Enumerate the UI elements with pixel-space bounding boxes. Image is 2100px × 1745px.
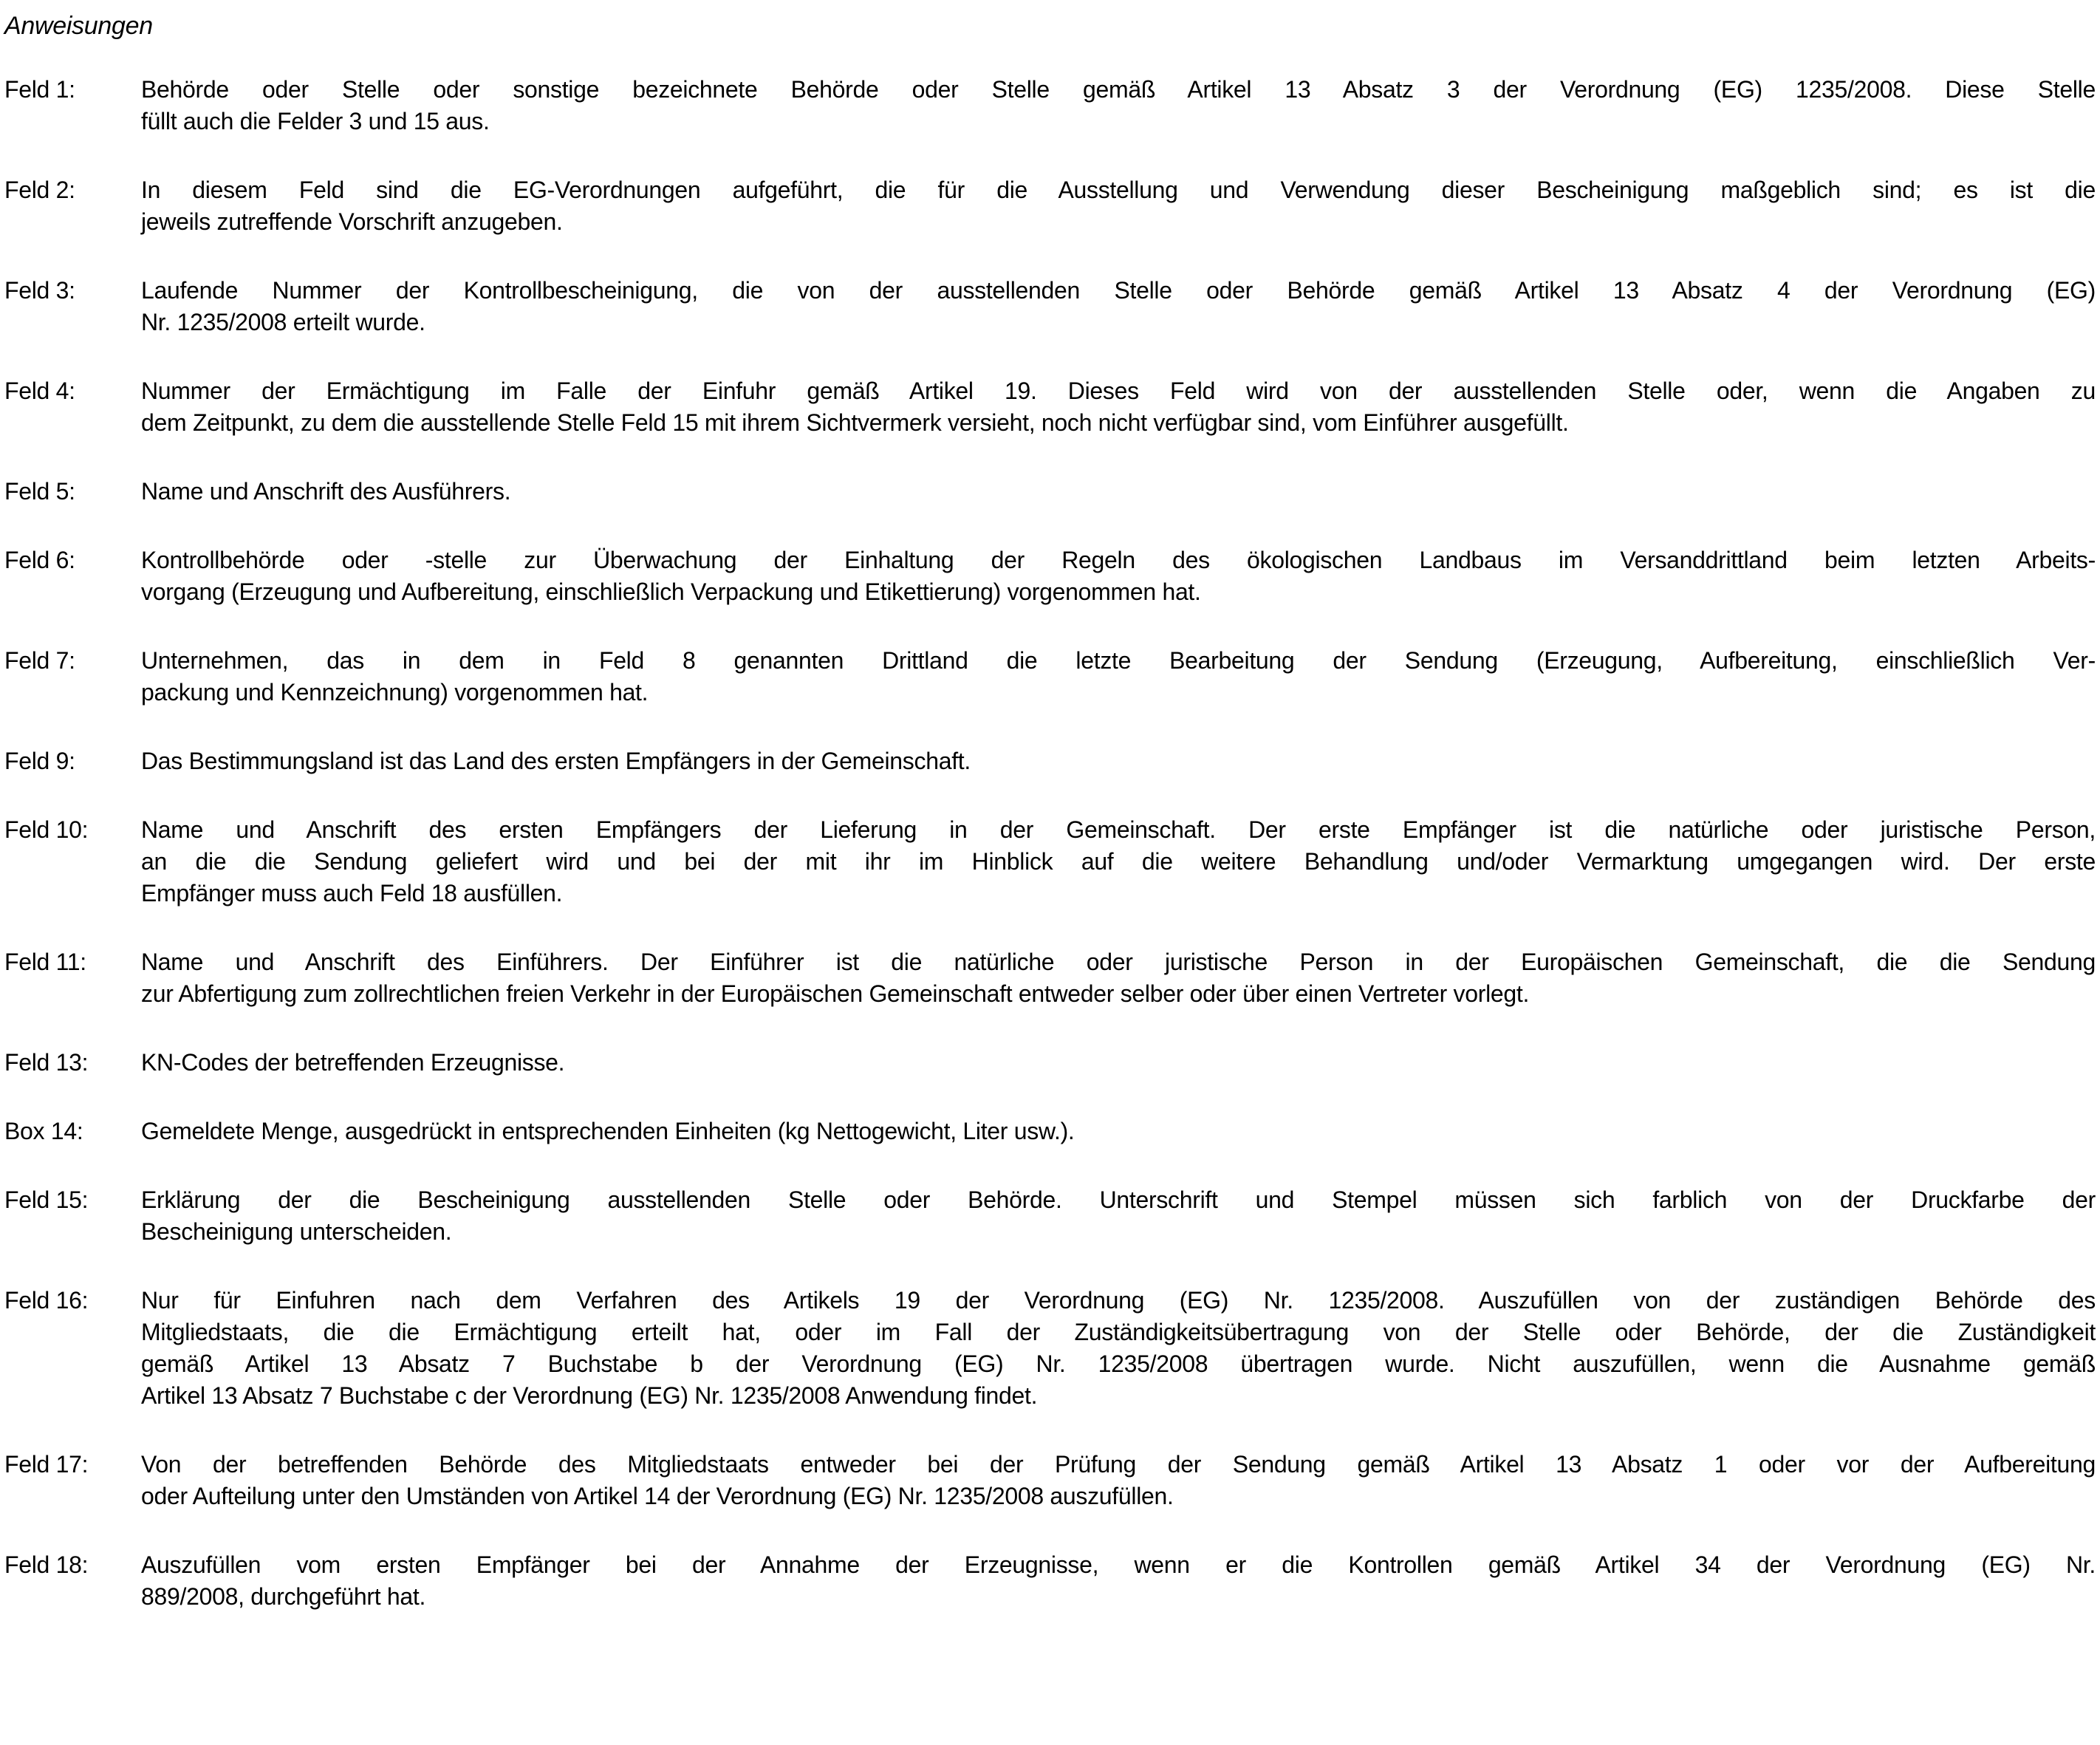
instruction-row: [4, 375, 2096, 439]
instruction-row: [4, 1449, 2096, 1512]
field-description-line: zur Abfertigung zum zollrechtlichen freien Verkehr in der Europäischen Gemeinschaft entweder selber oder über einen Vertreter vorlegt.: [141, 980, 1530, 1007]
instruction-row: [4, 275, 2096, 338]
field-label: Feld 5:: [4, 478, 75, 505]
field-description: [141, 544, 2096, 608]
field-label: Feld 7:: [4, 647, 75, 674]
field-description-line: Bescheinigung unterscheiden.: [141, 1218, 452, 1245]
field-description: [141, 74, 2096, 137]
field-description-line: gemäß Artikel 13 Absatz 7 Buchstabe b der Verordnung (EG) Nr. 1235/2008 übertragen wurde. Nicht auszufüllen, wenn die Ausnahme gemäß: [141, 1350, 2096, 1377]
field-description: [141, 1549, 2096, 1613]
field-label: Feld 15:: [4, 1186, 89, 1213]
field-description-line: dem Zeitpunkt, zu dem die ausstellende Stelle Feld 15 mit ihrem Sichtvermerk versieht, noch nicht verfügbar sind, vom Einführer ausgefüllt.: [141, 409, 1569, 436]
field-label: Feld 4:: [4, 378, 75, 404]
field-description-line: packung und Kennzeichnung) vorgenommen hat.: [141, 679, 649, 706]
field-description-line: In diesem Feld sind die EG-Verordnungen aufgeführt, die für die Ausstellung und Verwendung dieser Bescheinigung maßgeblich sind; es ist die: [141, 177, 2096, 203]
field-label: Feld 16:: [4, 1287, 89, 1314]
field-label: Feld 18:: [4, 1551, 89, 1578]
field-label: Feld 17:: [4, 1451, 89, 1478]
field-label: Feld 3:: [4, 277, 75, 304]
instruction-row: [4, 1116, 2096, 1147]
field-description-line: Von der betreffenden Behörde des Mitgliedstaats entweder bei der Prüfung der Sendung gemäß Artikel 13 Absatz 1 oder vor der Aufbereitung: [141, 1451, 2096, 1478]
instruction-row: [4, 1549, 2096, 1613]
field-description-line: jeweils zutreffende Vorschrift anzugeben.: [141, 208, 563, 235]
field-description: [141, 1285, 2096, 1412]
field-description: [141, 275, 2096, 338]
field-description-line: Empfänger muss auch Feld 18 ausfüllen.: [141, 880, 563, 906]
field-description-line: Erklärung der die Bescheinigung ausstellenden Stelle oder Behörde. Unterschrift und Stempel müssen sich farblich von der Druckfarbe der: [141, 1186, 2096, 1213]
field-label: Feld 10:: [4, 816, 89, 843]
field-description-line: füllt auch die Felder 3 und 15 aus.: [141, 108, 490, 134]
field-description-line: Laufende Nummer der Kontrollbescheinigung, die von der ausstellenden Stelle oder Behörde gemäß Artikel 13 Absatz 4 der Verordnung (EG): [141, 277, 2096, 304]
field-description: [141, 745, 2096, 777]
field-description-line: KN-Codes der betreffenden Erzeugnisse.: [141, 1049, 565, 1076]
field-description-line: Name und Anschrift des Einführers. Der Einführer ist die natürliche oder juristische Person in der Europäischen Gemeinschaft, die die Sendung: [141, 949, 2096, 975]
field-description-line: Nummer der Ermächtigung im Falle der Einfuhr gemäß Artikel 19. Dieses Feld wird von der ausstellenden Stelle oder, wenn die Angaben zu: [141, 378, 2096, 404]
instruction-row: [4, 544, 2096, 608]
instruction-row: [4, 745, 2096, 777]
field-description: [141, 946, 2096, 1010]
field-description: [141, 1116, 2096, 1147]
field-description-line: Nur für Einfuhren nach dem Verfahren des Artikels 19 der Verordnung (EG) Nr. 1235/2008. Auszufüllen von der zuständigen Behörde des: [141, 1287, 2096, 1314]
field-description-line: Name und Anschrift des Ausführers.: [141, 478, 511, 505]
field-label: Feld 9:: [4, 748, 75, 774]
field-description: [141, 174, 2096, 238]
field-label: Feld 11:: [4, 949, 86, 975]
field-description: [141, 1047, 2096, 1079]
field-description-line: 889/2008, durchgeführt hat.: [141, 1583, 426, 1610]
instruction-row: [4, 645, 2096, 708]
instruction-row: [4, 174, 2096, 238]
field-description-line: vorgang (Erzeugung und Aufbereitung, einschließlich Verpackung und Etikettierung) vorgenommen hat.: [141, 578, 1201, 605]
page-title: Anweisungen: [4, 12, 153, 40]
field-description-line: Gemeldete Menge, ausgedrückt in entsprechenden Einheiten (kg Nettogewicht, Liter usw.).: [141, 1118, 1075, 1144]
field-description-line: Artikel 13 Absatz 7 Buchstabe c der Verordnung (EG) Nr. 1235/2008 Anwendung findet.: [141, 1382, 1038, 1409]
field-label: Feld 6:: [4, 547, 75, 573]
instruction-row: [4, 1184, 2096, 1248]
field-label: Feld 2:: [4, 177, 75, 203]
field-description: [141, 375, 2096, 439]
field-description-line: Behörde oder Stelle oder sonstige bezeichnete Behörde oder Stelle gemäß Artikel 13 Absatz 3 der Verordnung (EG) 1235/2008. Diese Stelle: [141, 76, 2096, 103]
instruction-row: [4, 74, 2096, 137]
field-description: [141, 476, 2096, 508]
field-label: Feld 13:: [4, 1049, 89, 1076]
field-description-line: Unternehmen, das in dem in Feld 8 genannten Drittland die letzte Bearbeitung der Sendung (Erzeugung, Aufbereitung, einschließlich Ver-: [141, 647, 2096, 674]
field-description-line: Das Bestimmungsland ist das Land des ersten Empfängers in der Gemeinschaft.: [141, 748, 971, 774]
field-description-line: an die die Sendung geliefert wird und bei der mit ihr im Hinblick auf die weitere Behandlung und/oder Vermarktung umgegangen wird. Der erste: [141, 848, 2096, 875]
field-description-line: Auszufüllen vom ersten Empfänger bei der Annahme der Erzeugnisse, wenn er die Kontrollen gemäß Artikel 34 der Verordnung (EG) Nr.: [141, 1551, 2096, 1578]
instruction-row: [4, 946, 2096, 1010]
field-label: Box 14:: [4, 1118, 83, 1144]
field-description-line: Kontrollbehörde oder -stelle zur Überwachung der Einhaltung der Regeln des ökologischen Landbaus im Versanddrittland beim letzten Arbeits-: [141, 547, 2096, 573]
field-description: [141, 1449, 2096, 1512]
instruction-row: [4, 476, 2096, 508]
instruction-row: [4, 1047, 2096, 1079]
field-description-line: Nr. 1235/2008 erteilt wurde.: [141, 309, 425, 335]
instruction-row: [4, 1285, 2096, 1412]
field-description: [141, 814, 2096, 909]
field-description-line: oder Aufteilung unter den Umständen von Artikel 14 der Verordnung (EG) Nr. 1235/2008 auszufüllen.: [141, 1483, 1174, 1509]
instructions-list: [4, 74, 2096, 1613]
field-description-line: Mitgliedstaats, die die Ermächtigung erteilt hat, oder im Fall der Zuständigkeitsübertragung von der Stelle oder Behörde, der die Zuständigkeit: [141, 1319, 2096, 1345]
field-label: Feld 1:: [4, 76, 75, 103]
field-description: [141, 1184, 2096, 1248]
field-description: [141, 645, 2096, 708]
instruction-row: [4, 814, 2096, 909]
field-description-line: Name und Anschrift des ersten Empfängers der Lieferung in der Gemeinschaft. Der erste Empfänger ist die natürliche oder juristische Person,: [141, 816, 2096, 843]
